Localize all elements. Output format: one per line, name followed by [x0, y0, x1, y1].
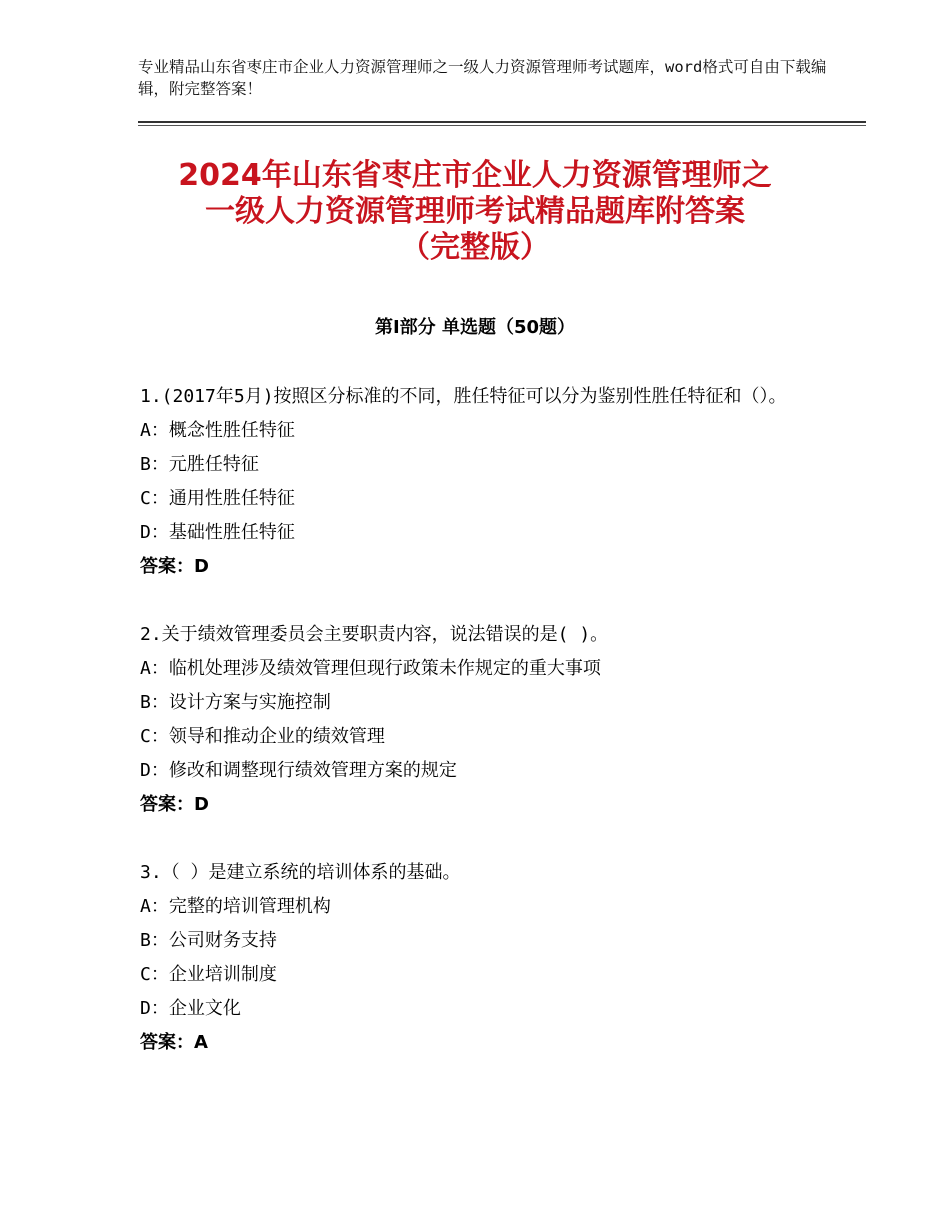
answer-label: 答案：D	[140, 794, 209, 815]
option-d: D：修改和调整现行绩效管理方案的规定	[140, 760, 457, 781]
answer-label: 答案：D	[140, 556, 209, 577]
question-3	[140, 856, 840, 1060]
title-line-3: （完整版）	[400, 230, 550, 265]
option-c: C：领导和推动企业的绩效管理	[140, 726, 385, 747]
question-stem: 3.（ ）是建立系统的培训体系的基础。	[140, 862, 461, 883]
option-b: B：元胜任特征	[140, 454, 259, 475]
title-line-1: 2024年山东省枣庄市企业人力资源管理师之	[178, 158, 772, 193]
header-rule-thick	[138, 121, 866, 123]
question-1	[140, 380, 840, 618]
option-a: A：概念性胜任特征	[140, 420, 295, 441]
option-a: A：完整的培训管理机构	[140, 896, 331, 917]
question-stem: 1.(2017年5月)按照区分标准的不同，胜任特征可以分为鉴别性胜任特征和（）。	[140, 386, 787, 407]
question-spacer	[140, 822, 840, 856]
option-b: B：设计方案与实施控制	[140, 692, 331, 713]
answer-label: 答案：A	[140, 1032, 208, 1053]
question-spacer	[140, 584, 840, 618]
option-d: D：企业文化	[140, 998, 241, 1019]
document-title	[120, 158, 830, 266]
header-rule-thin	[138, 125, 866, 126]
question-2	[140, 618, 840, 856]
header-note: 专业精品山东省枣庄市企业人力资源管理师之一级人力资源管理师考试题库，word格式可自由下载编辑，附完整答案！	[138, 58, 827, 98]
option-a: A：临机处理涉及绩效管理但现行政策未作规定的重大事项	[140, 658, 601, 679]
question-list	[140, 380, 840, 1060]
question-stem: 2.关于绩效管理委员会主要职责内容，说法错误的是( )。	[140, 624, 609, 645]
option-b: B：公司财务支持	[140, 930, 277, 951]
option-c: C：企业培训制度	[140, 964, 277, 985]
option-d: D：基础性胜任特征	[140, 522, 295, 543]
title-line-2: 一级人力资源管理师考试精品题库附答案	[205, 194, 745, 229]
option-c: C：通用性胜任特征	[140, 488, 295, 509]
section-heading: 第Ⅰ部分 单选题（50题）	[374, 317, 575, 338]
